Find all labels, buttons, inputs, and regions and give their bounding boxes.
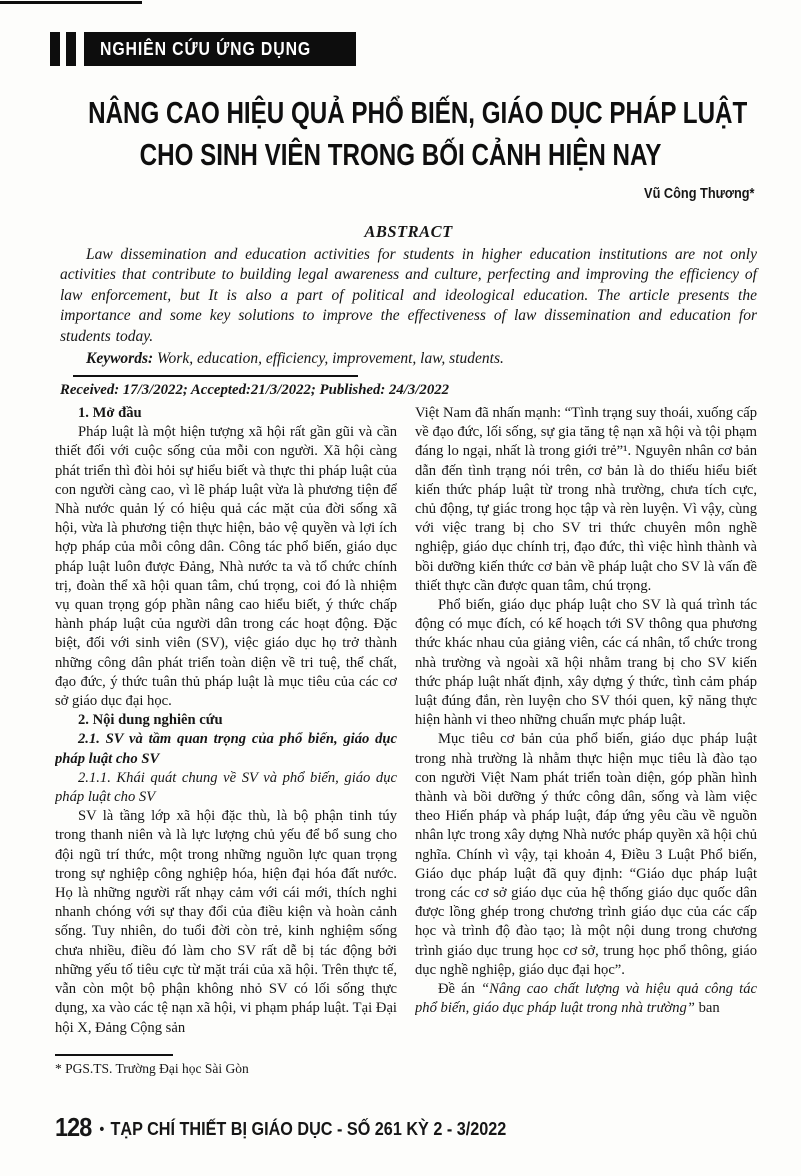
dates-line: Received: 17/3/2022; Accepted:21/3/2022; Published: 24/3/2022 <box>60 382 450 399</box>
journal-title: TẠP CHÍ THIẾT BỊ GIÁO DỤC - SỐ 261 KỲ 2 - 3/2022 <box>110 1118 507 1139</box>
abstract-section <box>60 222 757 399</box>
keywords-text: Work, education, efficiency, improvement, law, students. <box>153 350 504 368</box>
category-badge-label: NGHIÊN CỨU ỨNG DỤNG <box>100 38 312 59</box>
category-badge-box <box>84 32 356 66</box>
students-paragraph: SV là tầng lớp xã hội đặc thù, là bộ phận tinh túy trong thanh niên và là lực lượng chủ yếu để bổ sung cho đội ngũ trí thức, một trong những nguồn lực quan trọng trong sự nghiệp công nghiệp hóa, hiện đại hóa đất nước. Họ là những người rất nhạy cảm với cái mới, thích nghi nhanh chóng với sự thay đổi của điều kiện và hoàn cảnh sống. Tuy nhiên, do tuổi đời còn trẻ, kinh nghiệm sống chưa nhiều, điều đó làm cho SV rất dễ bị tác động bởi những yếu tố tiêu cực từ mặt trái của xã hội. Trên thực tế, vẫn còn một bộ phận không nhỏ SV có lối sống thực dụng, xa vào các tệ nạn xã hội, vi phạm pháp luật. Tại Đại hội X, Đảng Cộng sản <box>55 808 397 1036</box>
footer-bullet-icon: • <box>99 1121 105 1138</box>
intro-paragraph: Pháp luật là một hiện tượng xã hội rất gần gũi và cần thiết đối với cuộc sống của mỗi con người. Xã hội càng phát triển thì đòi hỏi sự hiểu biết và thực thi pháp luật của con người càng cao, vì lẽ pháp luật vừa là phương tiện để Nhà nước quản lý có hiệu quả các mặt của đời sống xã hội, vừa là phương tiện thực hiện, bảo vệ quyền và lợi ích hợp pháp của mỗi công dân. Công tác phổ biến, giáo dục pháp luật luôn được Đảng, Nhà nước ta và tổ chức chính trị, đoàn thể xã hội quan tâm, chú trọng, coi đó là nhiệm vụ quan trọng góp phần nâng cao hiểu biết, ý thức chấp hành pháp luật của người dân trong các hoạt động. Đặc biệt, đối với sinh viên (SV), việc giáo dục họ trở thành những công dân phát triển toàn diện về tri tuệ, thể chất, đạo đức, ý thức tuân thủ pháp luật là mục tiêu của các cơ sở giáo dục đại học. <box>55 424 397 710</box>
project-paragraph-quote: “Nâng cao chất lượng và hiệu quả công tác phổ biến, giáo dục pháp luật trong nhà trường” <box>415 981 757 1017</box>
badge-stripe-icon <box>50 32 60 66</box>
title-line-1: NÂNG CAO HIỆU QUẢ PHỔ BIẾN, GIÁO DỤC PHÁP LUẬT <box>88 95 748 130</box>
top-edge-line <box>0 1 142 4</box>
section-heading-1: 1. Mở đầu <box>78 405 142 421</box>
abstract-text: Law dissemination and education activities for students in higher education institutions are not only activities that contribute to building legal awareness and culture, perfecting and improving the efficiency of law enforcement, but It is also a part of political and ideological education. The article presents the importance and some key solutions to improve the effectiveness of law dissemination and education for students today. <box>60 246 757 345</box>
author-byline: Vũ Công Thương* <box>644 186 755 202</box>
project-paragraph-prefix: Đề án <box>438 981 481 998</box>
objective-paragraph: Mục tiêu cơ bản của phổ biến, giáo dục pháp luật trong nhà trường là nhằm thực hiện mục tiêu là đào tạo con người Việt Nam phát triển toàn diện, góp phần hình thành và bồi dưỡng ý thức công dân, sống và làm việc theo Hiến pháp và pháp luật, đáp ứng yêu cầu về nguồn nhân lực trong xây dựng Nhà nước pháp quyền xã hội chủ nghĩa. Chính vì vậy, tại khoản 4, Điều 3 Luật Phổ biến, Giáo dục pháp luật đã quy định: “Giáo dục pháp luật trong các cơ sở giáo dục của hệ thống giáo dục quốc dân được lồng ghép trong chương trình giáo dục của các cấp học và trình độ đào tạo; là một nội dung trong chương trình giáo dục trung học cơ sở, trung học phổ thông, giáo dục nghề nghiệp, giáo dục đại học”. <box>415 731 757 978</box>
abstract-heading: ABSTRACT <box>364 222 453 241</box>
section-heading-2: 2. Nội dung nghiên cứu <box>78 712 223 729</box>
footnote-text: * PGS.TS. Trường Đại học Sài Gòn <box>55 1061 249 1076</box>
article-body <box>55 404 757 1060</box>
subsection-heading-2-1-1: 2.1.1. Khái quát chung về SV và phổ biến, giáo dục pháp luật cho SV <box>55 769 397 806</box>
left-column <box>55 404 397 1060</box>
subsection-heading-2-1: 2.1. SV và tầm quan trọng của phổ biến, giáo dục pháp luật cho SV <box>55 731 397 767</box>
front-matter-divider <box>73 375 358 377</box>
project-paragraph <box>415 980 757 1018</box>
footnote <box>55 1052 415 1077</box>
category-badge <box>50 32 356 66</box>
badge-stripe-icon <box>66 32 76 66</box>
page-number: 128 <box>55 1112 92 1142</box>
keywords-line <box>60 348 757 369</box>
project-paragraph-suffix: ban <box>694 1000 720 1017</box>
right-column <box>415 404 757 1060</box>
footnote-divider <box>55 1054 173 1056</box>
title-line-2: CHO SINH VIÊN TRONG BỐI CẢNH HIỆN NAY <box>139 137 662 172</box>
dissemination-paragraph: Phổ biến, giáo dục pháp luật cho SV là quá trình tác động có mục đích, có kế hoạch tới SV thông qua phương thức khác nhau của giảng viên, các cá nhân, tổ chức trong nhà trường và ngoài xã hội nhằm trang bị cho SV kiến thức pháp luật nhất định, xây dựng ý thức, tình cảm pháp luật đúng đắn, rèn luyện cho SV thói quen, kỹ năng thực hiện hành vi theo những chuẩn mực pháp luật. <box>415 597 757 729</box>
keywords-label: Keywords: <box>86 350 154 368</box>
article-title <box>0 92 801 176</box>
page-footer <box>55 1112 506 1143</box>
continuation-paragraph: Việt Nam đã nhấn mạnh: “Tình trạng suy thoái, xuống cấp về đạo đức, lối sống, sự gia tăng tệ nạn xã hội và tội phạm đáng lo ngại, nhất là trong giới trẻ”¹. Nguyên nhân cơ bản dẫn đến tình trạng nói trên, cơ bản là do thiếu hiểu biết kiến thức pháp luật từ trong nhà trường, chưa tích cực, chủ động, tự giác trong học tập và rèn luyện. Vì vậy, cùng với việc trang bị cho SV tri thức chuyên môn nghề nghiệp, giáo dục chính trị, đạo đức, thì việc hình thành và bồi dưỡng kiến thức cơ bản về pháp luật cho SV là vấn đề thiết thực cần được quan tâm, chú trọng. <box>415 405 757 594</box>
